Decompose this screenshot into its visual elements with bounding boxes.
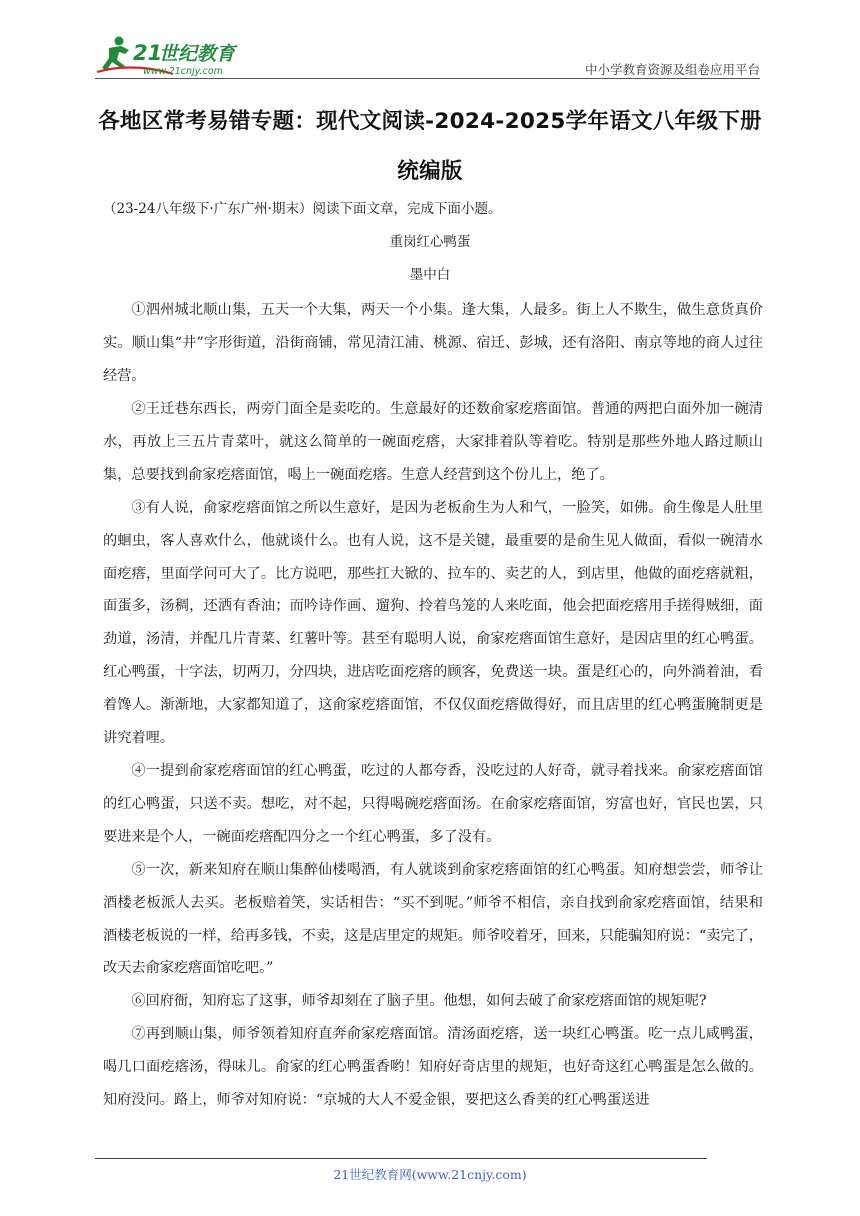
- platform-label: 中小学教育资源及组卷应用平台: [584, 62, 760, 77]
- paragraph-1: ①泗州城北顺山集，五天一个大集，两天一个小集。逢大集，人最多。街上人不欺生，做生意货真价实。顺山集“井”字形街道，沿街商铺，常见清江浦、桃源、宿迁、彭城，还有洛阳、南京等地的商人过往经营。: [103, 302, 763, 384]
- footer-link[interactable]: 21世纪教育网(www.21cnjy.com): [333, 1167, 527, 1182]
- logo-21cnjy: [95, 34, 260, 78]
- page-title: 各地区常考易错专题：现代文阅读-2024-2025学年语文八年级下册统编版: [98, 109, 762, 184]
- paragraph-7: ⑦再到顺山集，师爷领着知府直奔俞家疙瘩面馆。清汤面疙瘩，送一块红心鸭蛋。吃一点儿咸鸭蛋，喝几口面疙瘩汤，得味儿。俞家的红心鸭蛋香哟！知府好奇店里的规矩，也好奇这红心鸭蛋是怎么做的。知府没问。路上，师爷对知府说：“京城的大人不爱金银，要把这么香美的红心鸭蛋送进: [103, 1026, 763, 1108]
- paragraph-3: ③有人说，俞家疙瘩面馆之所以生意好，是因为老板俞生为人和气，一脸笑，如佛。俞生像是人肚里的蛔虫，客人喜欢什么，他就谈什么。也有人说，这不是关键，最重要的是俞生见人做面，看似一碗清水面疙瘩，里面学问可大了。比方说吧，那些扛大锨的、拉车的、卖艺的人，到店里，他做的面疙瘩就粗，面蛋多，汤稠，还洒有香油；而吟诗作画、遛狗、拎着鸟笼的人来吃面，他会把面疙瘩用手搓得贼细，面劲道，汤清，并配几片青菜、红薯叶等。甚至有聪明人说，俞家疙瘩面馆生意好，是因店里的红心鸭蛋。红心鸭蛋，十字法，切两刀，分四块，进店吃面疙瘩的顾客，免费送一块。蛋是红心的，向外淌着油，看着馋人。渐渐地，大家都知道了，这俞家疙瘩面馆，不仅仅面疙瘩做得好，而且店里的红心鸭蛋腌制更是讲究着哩。: [103, 500, 763, 746]
- paragraph-6: ⑥回府衙，知府忘了这事，师爷却刻在了脑子里。他想，如何去破了俞家疙瘩面馆的规矩呢?: [131, 993, 707, 1009]
- paragraph-4: ④一提到俞家疙瘩面馆的红心鸭蛋，吃过的人都夸香，没吃过的人好奇，就寻着找来。俞家疙瘩面馆的红心鸭蛋，只送不卖。想吃，对不起，只得喝碗疙瘩面汤。在俞家疙瘩面馆，穷富也好，官民也罢，只要进来是个人，一碗面疙瘩配四分之一个红心鸭蛋，多了没有。: [103, 763, 763, 845]
- question-source: （23-24八年级下·广东广州·期末）阅读下面文章，完成下面小题。: [103, 201, 502, 217]
- svg-text:www.21cnjy.com: www.21cnjy.com: [143, 66, 223, 77]
- article-title: 重岗红心鸭蛋: [389, 234, 471, 250]
- article-author: 墨中白: [409, 267, 451, 283]
- paragraph-5: ⑤一次，新来知府在顺山集醉仙楼喝酒，有人就谈到俞家疙瘩面馆的红心鸭蛋。知府想尝尝，师爷让酒楼老板派人去买。老板赔着笑，实话相告：“买不到呢。”师爷不相信，亲自找到俞家疙瘩面馆，结果和酒楼老板说的一样，给再多钱，不卖，这是店里定的规矩。师爷咬着牙，回来，只能骗知府说：“卖完了，改天去俞家疙瘩面馆吃吧。”: [103, 862, 763, 977]
- svg-text:世纪教育: 世纪教育: [159, 43, 236, 65]
- page-header: [95, 34, 760, 78]
- footer-divider: [95, 1158, 707, 1159]
- paragraph-2: ②王迁巷东西长，两旁门面全是卖吃的。生意最好的还数俞家疙瘩面馆。普通的两把白面外加一碗清水，再放上三五片青菜叶，就这么简单的一碗面疙瘩，大家排着队等着吃。特别是那些外地人路过顺山集，总要找到俞家疙瘩面馆，喝上一碗面疙瘩。生意人经营到这个份儿上，绝了。: [103, 401, 763, 483]
- svg-text:21: 21: [133, 41, 163, 65]
- header-divider: [95, 78, 760, 79]
